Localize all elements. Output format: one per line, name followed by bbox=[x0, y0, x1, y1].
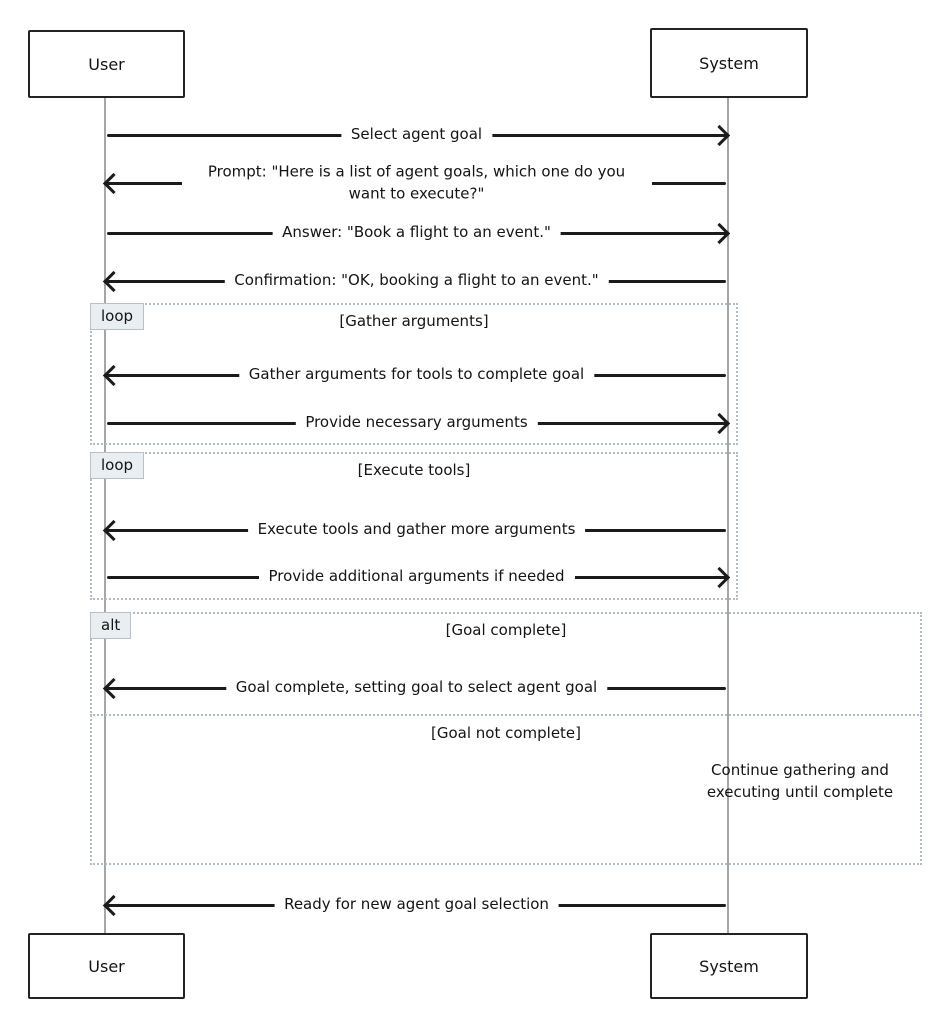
message-label: Select agent goal bbox=[341, 123, 492, 147]
loop-label: loop bbox=[90, 303, 144, 330]
actor-user-bottom: User bbox=[28, 933, 185, 999]
loop-title-execute-tools: [Execute tools] bbox=[357, 461, 471, 479]
loop-label: loop bbox=[90, 452, 144, 479]
message-label: Goal complete, setting goal to select agent goal bbox=[226, 676, 607, 700]
message-label: Prompt: "Here is a list of agent goals, which one do you want to execute?" bbox=[182, 160, 652, 206]
actor-system-bottom: System bbox=[650, 933, 808, 999]
actor-system-top: System bbox=[650, 28, 808, 98]
alt-title-goal-complete: [Goal complete] bbox=[445, 621, 567, 639]
alt-frame-goal-complete bbox=[90, 612, 922, 865]
message-label: Confirmation: "OK, booking a flight to an event." bbox=[224, 269, 608, 293]
loop-title-gather-arguments: [Gather arguments] bbox=[339, 312, 489, 330]
message-label: Answer: "Book a flight to an event." bbox=[272, 221, 561, 245]
message-label: Ready for new agent goal selection bbox=[274, 893, 559, 917]
note-continue-gathering: Continue gathering and executing until complete bbox=[706, 761, 894, 801]
alt-label: alt bbox=[90, 612, 131, 639]
message-label: Provide additional arguments if needed bbox=[258, 565, 574, 589]
message-label: Provide necessary arguments bbox=[295, 411, 537, 435]
message-label: Gather arguments for tools to complete goal bbox=[239, 363, 594, 387]
message-label: Execute tools and gather more arguments bbox=[248, 518, 586, 542]
arrowhead-left-icon bbox=[103, 172, 124, 193]
alt-divider bbox=[90, 714, 922, 716]
alt-title-goal-not-complete: [Goal not complete] bbox=[430, 724, 582, 742]
actor-user-top: User bbox=[28, 30, 185, 98]
arrowhead-left-icon bbox=[103, 270, 124, 291]
arrowhead-left-icon bbox=[103, 894, 124, 915]
